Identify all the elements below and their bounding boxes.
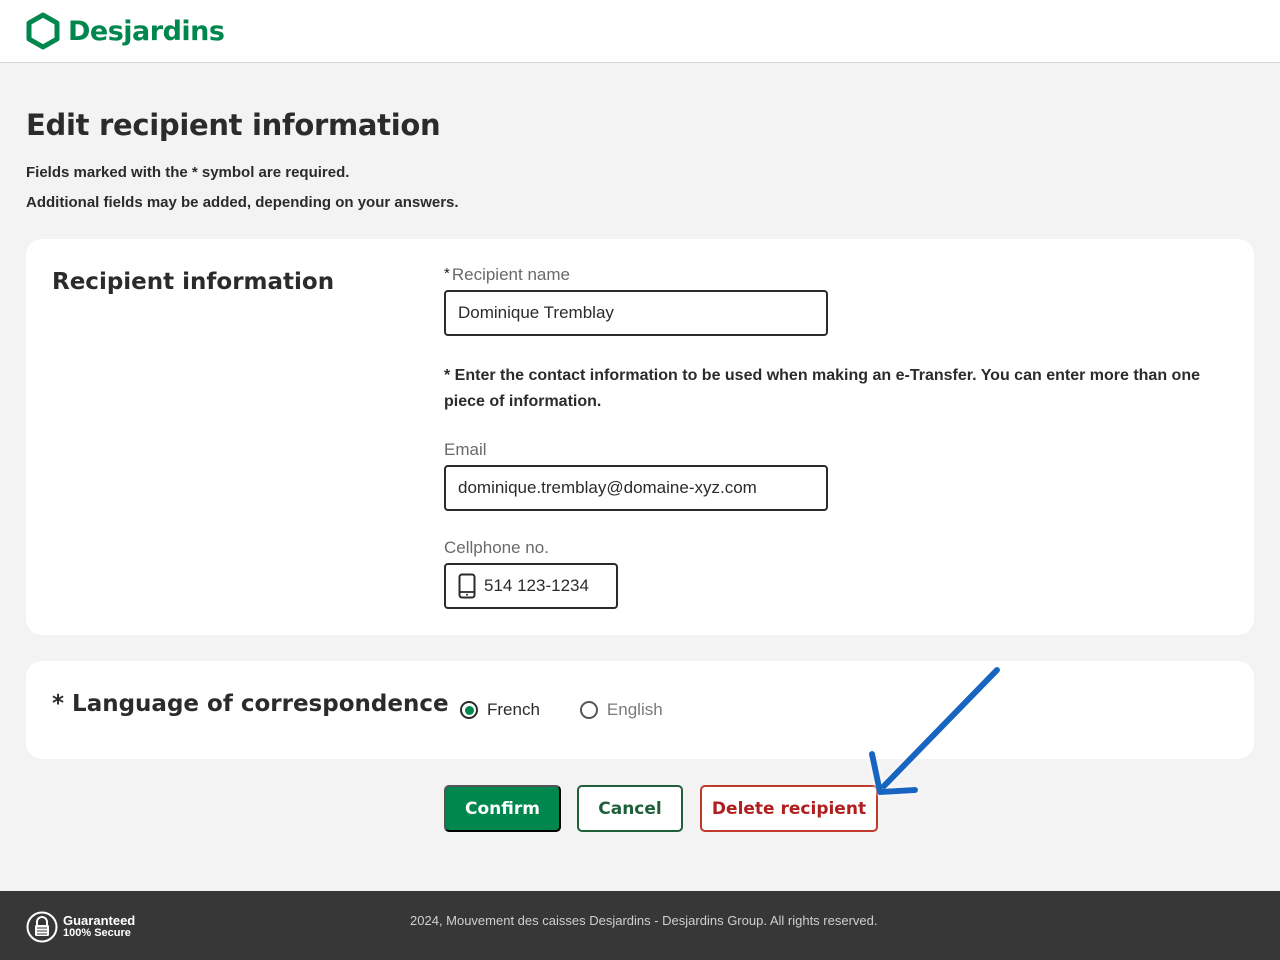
- radio-english-control[interactable]: [580, 701, 598, 719]
- email-input[interactable]: [444, 465, 828, 511]
- page-footer: [0, 891, 1280, 960]
- language-section-title: * Language of correspondence: [52, 691, 449, 717]
- recipient-information-card: [26, 239, 1254, 635]
- pointer-arrow-icon: [860, 660, 1010, 810]
- copyright-text: 2024, Mouvement des caisses Desjardins - Desjardins Group. All rights reserved.: [410, 913, 878, 928]
- recipient-section-title: Recipient information: [52, 269, 335, 295]
- lock-icon: [26, 911, 58, 943]
- secure-badge-text: [63, 915, 135, 939]
- contact-info-note: * Enter the contact information to be used when making an e-Transfer. You can enter more than one piece of information.: [444, 367, 1200, 410]
- email-label: Email: [444, 440, 487, 459]
- radio-french-label: French: [487, 700, 540, 719]
- brand-name[interactable]: Desjardins: [68, 15, 225, 47]
- mobile-phone-icon: [458, 573, 476, 599]
- badge-line-2: 100% Secure: [63, 927, 131, 939]
- cellphone-input[interactable]: [444, 563, 618, 609]
- required-fields-note: Fields marked with the * symbol are required.: [26, 164, 350, 181]
- page-title: Edit recipient information: [26, 108, 441, 142]
- radio-english[interactable]: [580, 700, 663, 720]
- email-value: dominique.tremblay@domaine-xyz.com: [458, 478, 757, 497]
- guaranteed-secure-badge[interactable]: [26, 911, 135, 943]
- cancel-button[interactable]: Cancel: [577, 785, 683, 832]
- radio-selected-dot: [465, 706, 474, 715]
- cellphone-label: Cellphone no.: [444, 538, 549, 557]
- recipient-name-label-text: Recipient name: [451, 265, 570, 284]
- radio-english-label: English: [606, 700, 663, 719]
- radio-french-control[interactable]: [460, 701, 478, 719]
- recipient-name-label: [444, 265, 570, 285]
- top-header: [0, 0, 1280, 63]
- confirm-button[interactable]: Confirm: [444, 785, 561, 832]
- badge-line-1: Guaranteed: [63, 913, 136, 928]
- language-radio-group: [460, 700, 703, 720]
- radio-french[interactable]: [460, 700, 540, 720]
- delete-recipient-button[interactable]: Delete recipient: [700, 785, 878, 832]
- additional-fields-note: Additional fields may be added, depending on your answers.: [26, 194, 459, 211]
- language-card: [26, 661, 1254, 759]
- cellphone-value: 514 123-1234: [484, 576, 589, 595]
- required-asterisk: *: [444, 265, 450, 282]
- recipient-name-value: Dominique Tremblay: [458, 303, 614, 322]
- recipient-name-input[interactable]: [444, 290, 828, 336]
- desjardins-hexagon-logo-icon[interactable]: [26, 12, 60, 50]
